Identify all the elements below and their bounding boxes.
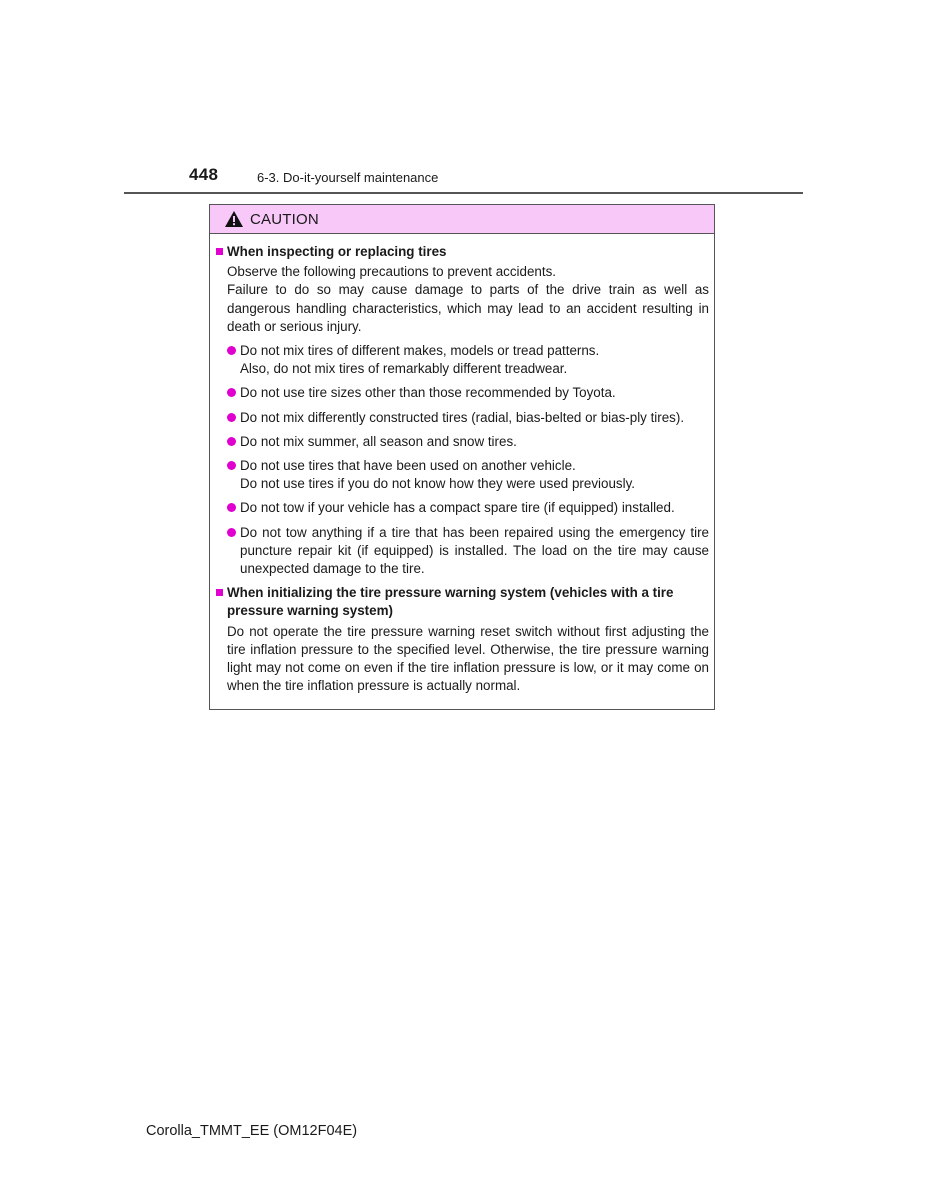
bullet-dot-icon [227, 461, 236, 470]
section-title: 6-3. Do-it-yourself maintenance [257, 170, 439, 185]
list-item-text: Do not mix tires of different makes, models or tread patterns. [240, 343, 600, 359]
caution-box [209, 204, 715, 710]
bullet-dot-icon [227, 346, 236, 355]
topic-heading-text: When initializing the tire pressure warning system (vehicles with a tire pressure warning system) [227, 585, 674, 619]
bullet-dot-icon [227, 528, 236, 537]
list-item-text: Do not mix differently constructed tires (radial, bias-belted or bias-ply tires). [240, 409, 685, 425]
caution-header [210, 205, 714, 234]
list-item-text: Do not tow if your vehicle has a compact spare tire (if equipped) installed. [240, 500, 675, 516]
list-item [216, 384, 709, 402]
warning-triangle-icon [224, 210, 244, 228]
square-bullet-icon [216, 589, 223, 596]
list-item [216, 499, 709, 517]
topic-heading [216, 584, 709, 620]
intro-line: Observe the following precautions to prevent accidents. [227, 264, 556, 280]
topic-heading-text: When inspecting or replacing tires [227, 244, 447, 259]
bullet-dot-icon [227, 437, 236, 446]
list-item-text: Do not tow anything if a tire that has been repaired using the emergency tire puncture repair kit (if equipped) is installed. The load on the tire may cause unexpected damage to the tire. [240, 524, 709, 577]
footer-model-code: Corolla_TMMT_EE (OM12F04E) [146, 1123, 358, 1139]
list-item-text: Do not mix summer, all season and snow tires. [240, 433, 517, 449]
header-divider [124, 192, 803, 194]
list-item-text: Do not use tires if you do not know how they were used previously. [240, 476, 635, 492]
list-item [216, 342, 709, 378]
square-bullet-icon [216, 248, 223, 255]
list-item [216, 524, 709, 579]
caution-label: CAUTION [250, 210, 319, 228]
list-item [216, 409, 709, 427]
list-item [216, 433, 709, 451]
list-item-text: Do not use tire sizes other than those recommended by Toyota. [240, 385, 616, 401]
intro-paragraph: Failure to do so may cause damage to parts of the drive train as well as dangerous handling characteristics, which may lead to an accident resulting in death or serious injury. [227, 282, 709, 334]
list-item-text: Also, do not mix tires of remarkably different treadwear. [240, 361, 568, 377]
precaution-list [216, 342, 709, 578]
topic-heading [216, 243, 709, 261]
page-number: 448 [189, 165, 219, 184]
bullet-dot-icon [227, 388, 236, 397]
topic-paragraph: Do not operate the tire pressure warning reset switch without first adjusting the tire inflation pressure to the specified level. Otherwise, the tire pressure warning light may not come on even if the tire inflation pressure is low, or it may come on when the tire inflation pressure is actually normal. [227, 623, 709, 694]
list-item-text: Do not use tires that have been used on another vehicle. [240, 458, 576, 474]
bullet-dot-icon [227, 503, 236, 512]
caution-body [210, 234, 714, 709]
list-item [216, 457, 709, 493]
bullet-dot-icon [227, 413, 236, 422]
